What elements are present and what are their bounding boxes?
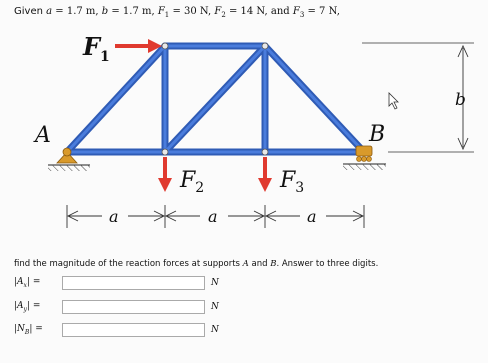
given-b-value: = 1.7 m, [108,6,158,17]
f3-label-sub: 3 [295,180,305,196]
joint-bottom-right [262,149,268,155]
answer-unit-ax: N [211,278,219,288]
given-f1-symbol: F [157,6,165,17]
f1-label-main: F [83,32,101,61]
f3-head [258,178,272,192]
force-f1-arrow [115,39,162,53]
given-f2-subscript: 2 [221,11,226,19]
given-f1-subscript: 1 [164,11,170,19]
answer-row-ax [14,276,219,290]
answer-nb-symbol: N [17,324,25,335]
given-f1-value: = 30 N, [169,6,215,17]
given-f3-subscript: 3 [299,11,305,19]
answer-label-ay: $|A_y|$ = [14,301,41,313]
roller-block [356,146,372,156]
f2-label-main: F [180,168,196,193]
f3-label [279,168,304,196]
given-f3-value: = 7 N, [304,6,340,17]
answer-row-ay [14,300,219,314]
answer-ay-symbol: A [17,301,24,312]
pin-joint [63,148,71,156]
member-top-right-b-highlight [265,46,364,152]
question-b: B [270,259,277,269]
a-label-1: a [109,207,119,226]
given-f2-value: = 14 N, and [225,6,293,17]
ground-hatch-a [48,165,90,171]
force-f3-arrow [258,157,272,192]
given-f2-symbol: F [214,6,222,17]
given-a-value: = 1.7 m, [52,6,102,17]
b-dimension-label: b [455,90,466,110]
support-b-label: B [369,122,386,147]
question-and: and [248,259,271,269]
question-suffix: . Answer to three digits. [276,259,379,269]
f1-label-sub: 1 [100,49,110,65]
answer-ax-sub: x [23,281,27,289]
f2-label [179,168,204,196]
a-label-3: a [307,207,317,226]
force-f2-arrow [158,157,172,192]
roller-wheel-3 [367,157,372,162]
answer-input-nb[interactable] [62,323,205,337]
question-text [14,259,378,269]
answer-input-ax[interactable] [62,276,205,290]
answer-ay-sub: y [23,305,27,313]
answer-nb-sub: B [24,328,30,336]
f3-label-main: F [280,168,296,193]
given-f3-symbol: F [292,6,300,17]
given-a-symbol: a [46,6,53,17]
question-prefix: find the magnitude of the reaction forces at supports [14,259,243,269]
a-label-2: a [208,207,218,226]
given-b-symbol: b [101,6,109,17]
roller-wheel-2 [362,157,367,162]
answer-label-ax: $|A_x|$ = [14,277,41,289]
f1-label [82,32,110,65]
answer-label-nb: $|N_B|$ = [14,324,43,336]
answer-ax-symbol: A [17,277,24,288]
member-a-top-left-highlight [67,46,165,152]
question-a: A [242,259,249,269]
answer-row-nb [14,323,219,337]
roller-wheel-1 [357,157,362,162]
mouse-cursor-icon [389,93,398,109]
f2-label-sub: 2 [195,180,205,196]
diagonal-middle-highlight [165,46,265,152]
ground-hatch-b [343,164,386,170]
answer-input-ay[interactable] [62,300,205,314]
f2-head [158,178,172,192]
joint-bottom-left [162,149,168,155]
givens-prefix: Given [14,6,47,17]
answer-unit-nb: N [211,325,219,335]
joint-top-left [162,43,168,49]
answer-unit-ay: N [211,302,219,312]
joint-top-right [262,43,268,49]
support-a-label: A [35,123,51,148]
